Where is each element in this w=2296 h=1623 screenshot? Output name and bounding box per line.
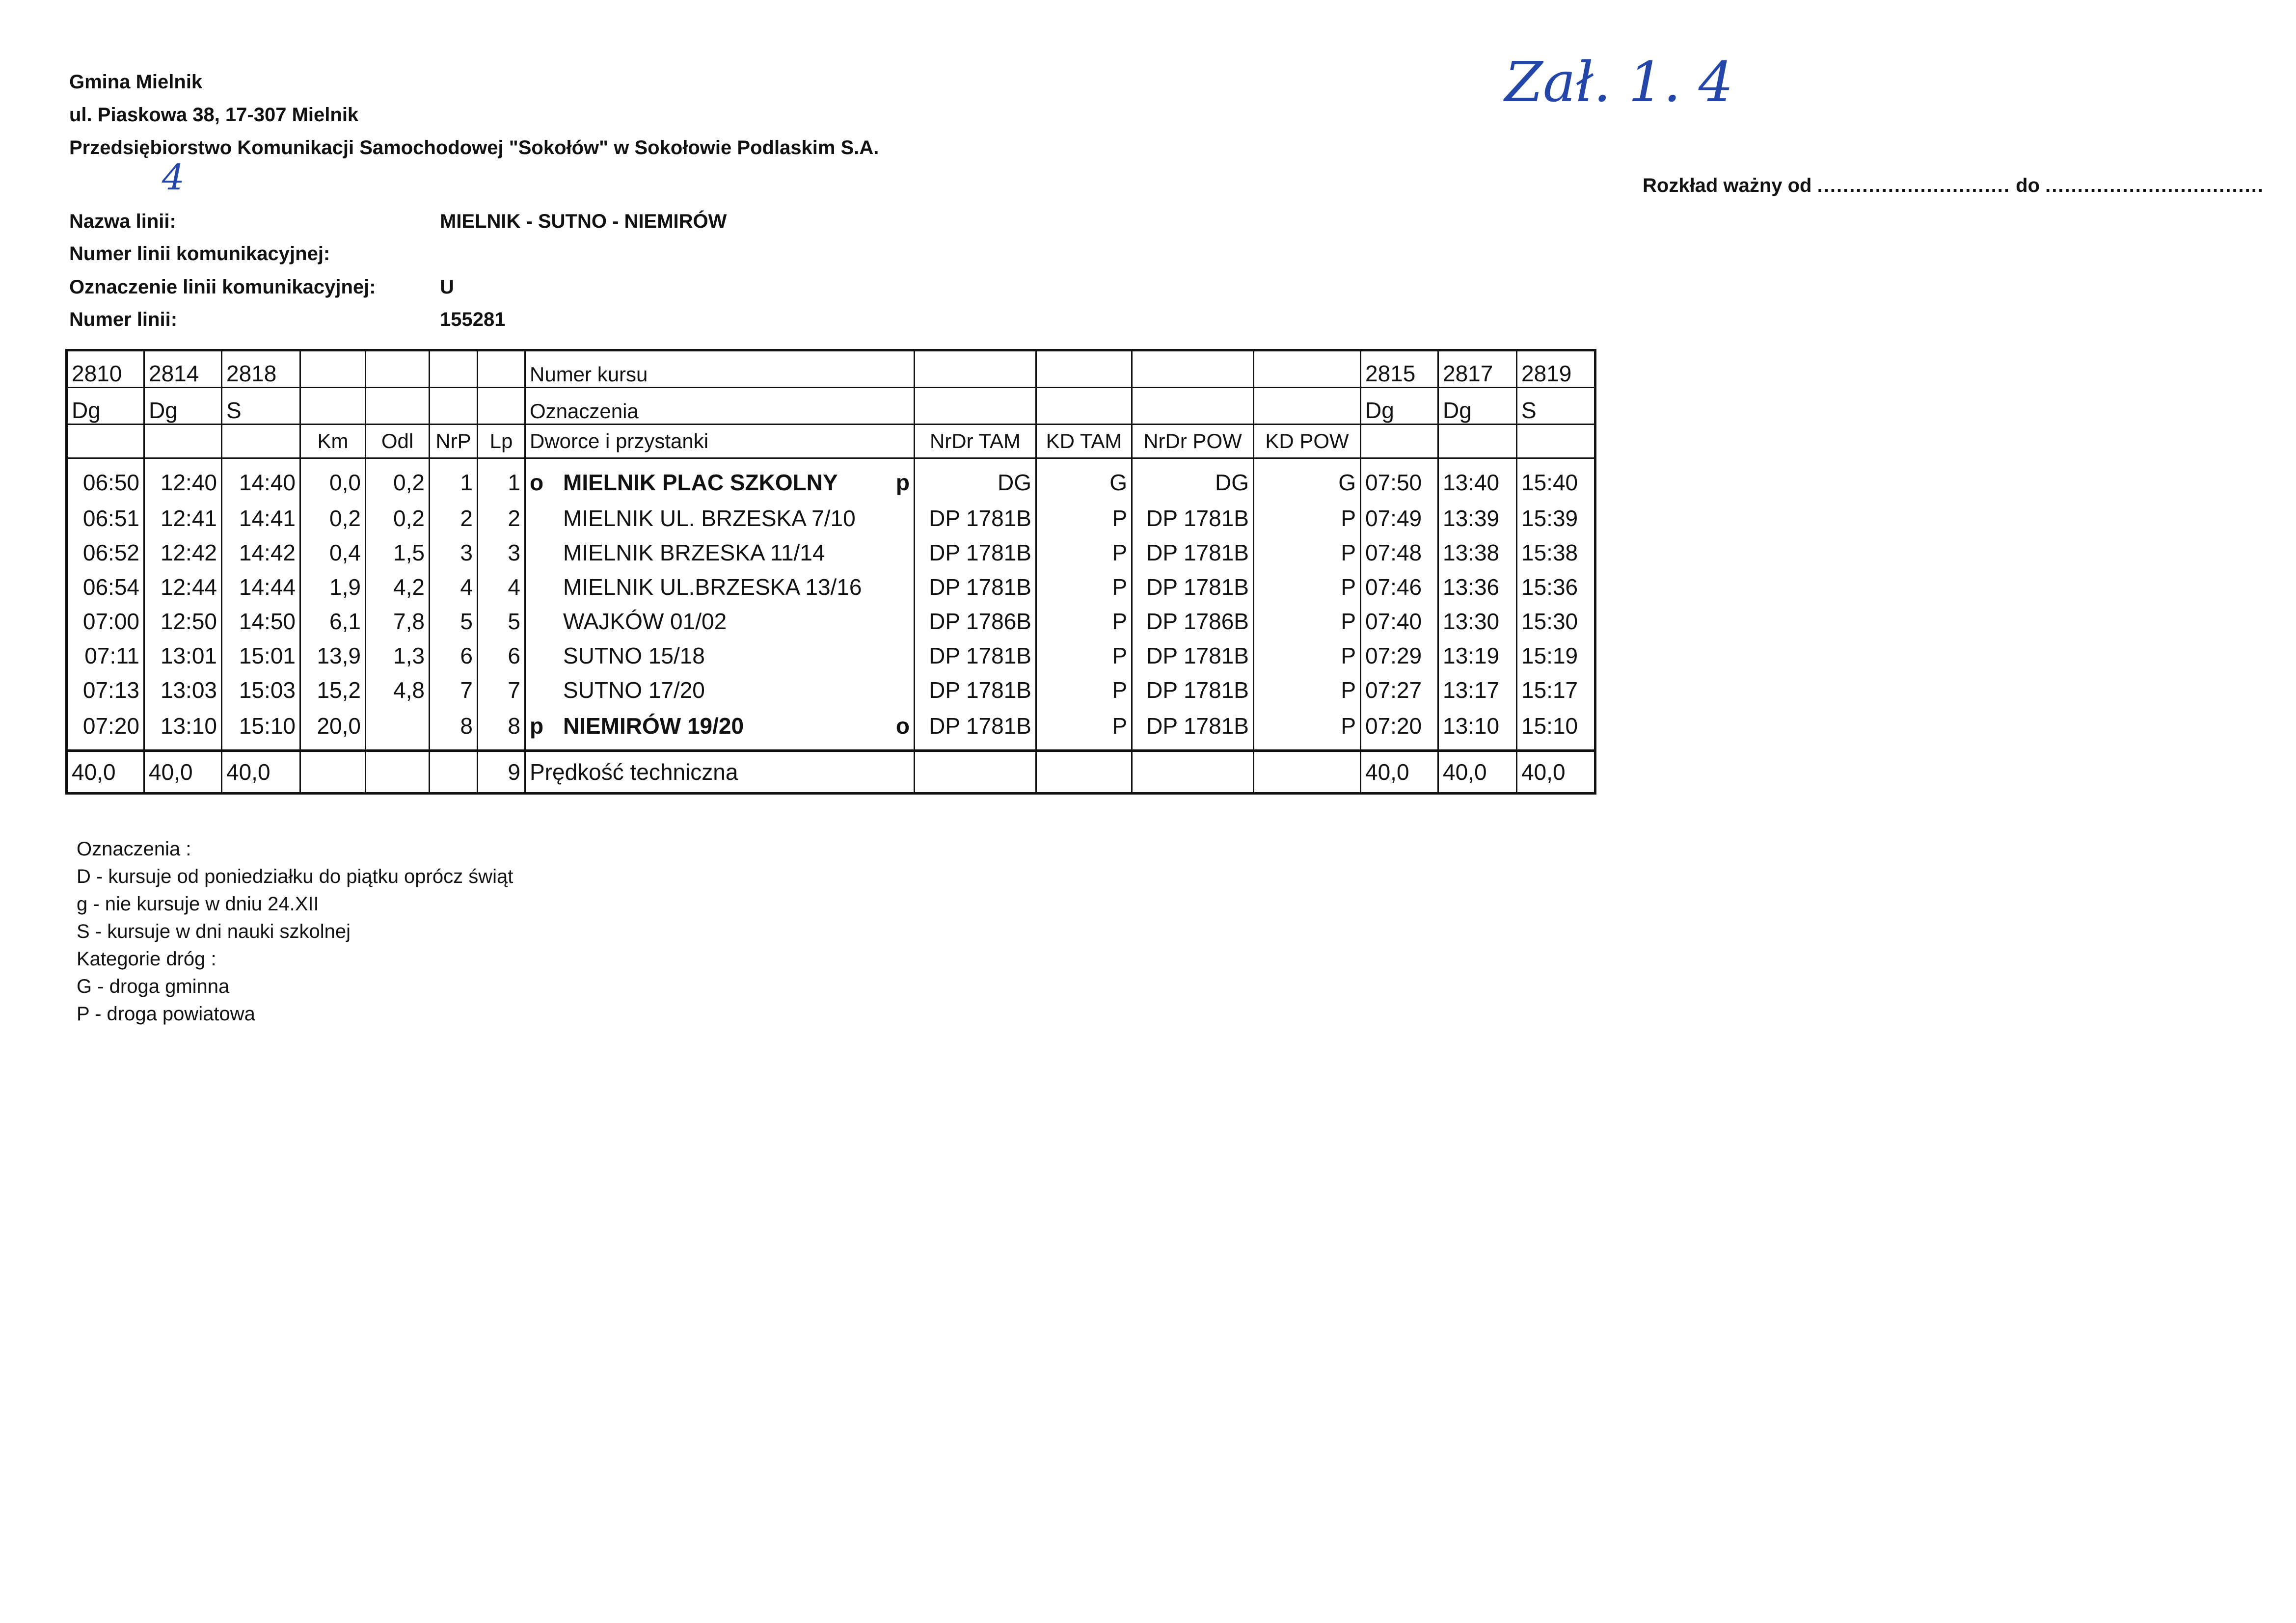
timetable-row: [67, 458, 1595, 502]
right-course-number: 2817: [1438, 350, 1517, 388]
odl-value: 0,2: [366, 501, 430, 535]
nrdr-tam-value: DP 1781B: [915, 707, 1036, 751]
kd-pow-value: P: [1254, 673, 1361, 707]
left-speed: 40,0: [67, 751, 144, 794]
left-course-number: 2818: [222, 350, 300, 388]
odl-value: [366, 707, 430, 751]
km-header: Km: [300, 425, 366, 458]
odl-header: Odl: [366, 425, 430, 458]
lp-value: 1: [478, 458, 525, 502]
lp-value: 2: [478, 501, 525, 535]
legend-d: D - kursuje od poniedziałku do piątku oprócz świąt: [77, 866, 513, 887]
nrp-header: NrP: [430, 425, 478, 458]
dep-time-back: 15:39: [1517, 501, 1595, 535]
left-course-mark: Dg: [67, 388, 144, 425]
dep-time-back: 13:38: [1438, 535, 1517, 570]
timetable-row: [67, 570, 1595, 604]
right-course-mark: Dg: [1361, 388, 1438, 425]
legend-s: S - kursuje w dni nauki szkolnej: [77, 921, 351, 942]
nrp-value: 1: [430, 458, 478, 502]
dep-time-out: 13:03: [144, 673, 222, 707]
stop-cell: [525, 535, 915, 570]
stop-name: NIEMIRÓW 19/20: [563, 713, 744, 739]
municipality-name: Gmina Mielnik: [69, 71, 203, 93]
stop-name: MIELNIK PLAC SZKOLNY: [563, 470, 838, 495]
speed-lp: 9: [478, 751, 525, 794]
timetable-row: [67, 604, 1595, 639]
dep-time-out: 07:20: [67, 707, 144, 751]
dep-time-back: 13:19: [1438, 639, 1517, 673]
comm-line-number-label: Numer linii komunikacyjnej:: [69, 243, 330, 265]
dep-time-out: 07:13: [67, 673, 144, 707]
legend-road-p: P - droga powiatowa: [77, 1003, 255, 1025]
nrp-value: 7: [430, 673, 478, 707]
dep-time-back: 15:10: [1517, 707, 1595, 751]
dep-time-out: 14:50: [222, 604, 300, 639]
stop-cell: [525, 673, 915, 707]
dep-time-back: 15:40: [1517, 458, 1595, 502]
dep-time-out: 06:52: [67, 535, 144, 570]
kd-pow-value: P: [1254, 639, 1361, 673]
dep-time-out: 12:44: [144, 570, 222, 604]
lp-value: 6: [478, 639, 525, 673]
dep-time-out: 14:44: [222, 570, 300, 604]
kd-tam-value: P: [1036, 604, 1132, 639]
stop-start-mark: p: [530, 713, 544, 739]
nrp-value: 5: [430, 604, 478, 639]
kd-pow-value: P: [1254, 535, 1361, 570]
km-value: 0,0: [300, 458, 366, 502]
stop-name: MIELNIK UL.BRZESKA 13/16: [563, 574, 862, 600]
lp-header: Lp: [478, 425, 525, 458]
dep-time-out: 07:11: [67, 639, 144, 673]
nrdr-pow-value: DP 1781B: [1132, 639, 1254, 673]
stop-name: MIELNIK UL. BRZESKA 7/10: [563, 506, 856, 531]
line-number-label: Numer linii:: [69, 309, 178, 330]
dep-time-out: 14:41: [222, 501, 300, 535]
nrdr-tam-value: DP 1781B: [915, 673, 1036, 707]
dep-time-back: 07:49: [1361, 501, 1438, 535]
odl-value: 1,3: [366, 639, 430, 673]
operator-name: Przedsiębiorstwo Komunikacji Samochodowej "Sokołów" w Sokołowie Podlaskim S.A.: [69, 137, 879, 159]
kd-pow-value: P: [1254, 570, 1361, 604]
course-number-row: [67, 350, 1595, 388]
left-course-mark: S: [222, 388, 300, 425]
handwritten-attachment-number: Zał. 1. 4: [1505, 51, 1733, 114]
stop-cell: [525, 604, 915, 639]
km-value: 15,2: [300, 673, 366, 707]
km-value: 0,2: [300, 501, 366, 535]
kd-tam-value: P: [1036, 570, 1132, 604]
dep-time-back: 13:17: [1438, 673, 1517, 707]
nrp-value: 3: [430, 535, 478, 570]
nrdr-pow-value: DP 1781B: [1132, 535, 1254, 570]
dep-time-back: 13:30: [1438, 604, 1517, 639]
dep-time-back: 13:40: [1438, 458, 1517, 502]
kd-pow-header: KD POW: [1254, 425, 1361, 458]
dep-time-back: 07:40: [1361, 604, 1438, 639]
dep-time-back: 15:38: [1517, 535, 1595, 570]
kd-tam-value: P: [1036, 707, 1132, 751]
line-name-label: Nazwa linii:: [69, 211, 176, 232]
stop-name: MIELNIK BRZESKA 11/14: [563, 540, 825, 565]
marks-label: Oznaczenia: [525, 388, 915, 425]
nrdr-pow-value: DG: [1132, 458, 1254, 502]
dep-time-out: 15:10: [222, 707, 300, 751]
km-value: 1,9: [300, 570, 366, 604]
dep-time-back: 13:39: [1438, 501, 1517, 535]
right-course-mark: S: [1517, 388, 1595, 425]
legend-g: g - nie kursuje w dniu 24.XII: [77, 893, 319, 915]
dep-time-out: 14:40: [222, 458, 300, 502]
dep-time-back: 13:10: [1438, 707, 1517, 751]
right-speed: 40,0: [1361, 751, 1438, 794]
stop-name: WAJKÓW 01/02: [563, 609, 727, 634]
validity-label: Rozkład ważny od: [1643, 175, 1812, 196]
dep-time-out: 12:50: [144, 604, 222, 639]
timetable: [65, 349, 1596, 795]
km-value: 0,4: [300, 535, 366, 570]
dep-time-back: 15:17: [1517, 673, 1595, 707]
lp-value: 5: [478, 604, 525, 639]
stop-end-mark: o: [895, 713, 910, 739]
nrp-value: 2: [430, 501, 478, 535]
stop-cell: [525, 707, 915, 751]
validity-from-blank: ..............................: [1817, 175, 2011, 196]
left-speed: 40,0: [222, 751, 300, 794]
dep-time-back: 07:50: [1361, 458, 1438, 502]
dep-time-back: 07:20: [1361, 707, 1438, 751]
dep-time-out: 06:54: [67, 570, 144, 604]
nrdr-tam-header: NrDr TAM: [915, 425, 1036, 458]
validity-to-label: do: [2016, 175, 2040, 196]
km-value: 6,1: [300, 604, 366, 639]
dep-time-out: 13:01: [144, 639, 222, 673]
legend-road-g: G - droga gminna: [77, 976, 230, 997]
dep-time-back: 15:30: [1517, 604, 1595, 639]
course-number-label: Numer kursu: [525, 350, 915, 388]
column-header-row: [67, 425, 1595, 458]
dep-time-out: 06:50: [67, 458, 144, 502]
dep-time-back: 07:48: [1361, 535, 1438, 570]
stop-cell: [525, 570, 915, 604]
odl-value: 4,8: [366, 673, 430, 707]
line-name-value: MIELNIK - SUTNO - NIEMIRÓW: [440, 211, 727, 232]
lp-value: 3: [478, 535, 525, 570]
km-value: 20,0: [300, 707, 366, 751]
kd-pow-value: G: [1254, 458, 1361, 502]
stop-start-mark: o: [530, 470, 544, 495]
line-number-value: 155281: [440, 309, 506, 330]
stop-cell: [525, 501, 915, 535]
stops-header: Dworce i przystanki: [525, 425, 915, 458]
validity-field: [1643, 175, 2264, 197]
stop-end-mark: p: [895, 470, 910, 495]
stop-cell: [525, 639, 915, 673]
kd-pow-value: P: [1254, 604, 1361, 639]
nrdr-tam-value: DP 1781B: [915, 501, 1036, 535]
dep-time-out: 13:10: [144, 707, 222, 751]
nrdr-tam-value: DP 1781B: [915, 639, 1036, 673]
kd-tam-value: P: [1036, 501, 1132, 535]
dep-time-out: 12:40: [144, 458, 222, 502]
legend-title: Oznaczenia :: [77, 838, 191, 860]
kd-tam-value: P: [1036, 639, 1132, 673]
nrdr-pow-value: DP 1781B: [1132, 501, 1254, 535]
dep-time-back: 07:29: [1361, 639, 1438, 673]
left-course-number: 2810: [67, 350, 144, 388]
nrp-value: 6: [430, 639, 478, 673]
dep-time-out: 12:42: [144, 535, 222, 570]
timetable-row: [67, 535, 1595, 570]
nrp-value: 8: [430, 707, 478, 751]
dep-time-back: 07:27: [1361, 673, 1438, 707]
nrdr-tam-value: DP 1781B: [915, 570, 1036, 604]
nrdr-pow-value: DP 1786B: [1132, 604, 1254, 639]
right-course-number: 2819: [1517, 350, 1595, 388]
dep-time-out: 06:51: [67, 501, 144, 535]
technical-speed-row: [67, 751, 1595, 794]
stop-cell: [525, 458, 915, 502]
nrp-value: 4: [430, 570, 478, 604]
odl-value: 1,5: [366, 535, 430, 570]
stop-name: SUTNO 17/20: [563, 677, 705, 703]
dep-time-back: 07:46: [1361, 570, 1438, 604]
nrdr-tam-value: DP 1781B: [915, 535, 1036, 570]
dep-time-back: 15:19: [1517, 639, 1595, 673]
nrdr-pow-value: DP 1781B: [1132, 570, 1254, 604]
nrdr-pow-value: DP 1781B: [1132, 673, 1254, 707]
dep-time-back: 13:36: [1438, 570, 1517, 604]
lp-value: 8: [478, 707, 525, 751]
nrdr-tam-value: DP 1786B: [915, 604, 1036, 639]
handwritten-line-number: 4: [162, 157, 185, 198]
kd-tam-value: P: [1036, 673, 1132, 707]
kd-tam-header: KD TAM: [1036, 425, 1132, 458]
dep-time-out: 14:42: [222, 535, 300, 570]
right-course-number: 2815: [1361, 350, 1438, 388]
odl-value: 0,2: [366, 458, 430, 502]
left-course-number: 2814: [144, 350, 222, 388]
speed-label: Prędkość techniczna: [525, 751, 915, 794]
kd-tam-value: G: [1036, 458, 1132, 502]
comm-line-mark-value: U: [440, 276, 454, 298]
dep-time-back: 15:36: [1517, 570, 1595, 604]
validity-to-blank: ..................................: [2045, 175, 2265, 196]
dep-time-out: 07:00: [67, 604, 144, 639]
nrdr-pow-value: DP 1781B: [1132, 707, 1254, 751]
left-course-mark: Dg: [144, 388, 222, 425]
timetable-row: [67, 501, 1595, 535]
course-marks-row: [67, 388, 1595, 425]
km-value: 13,9: [300, 639, 366, 673]
kd-pow-value: P: [1254, 501, 1361, 535]
nrdr-tam-value: DG: [915, 458, 1036, 502]
left-speed: 40,0: [144, 751, 222, 794]
nrdr-pow-header: NrDr POW: [1132, 425, 1254, 458]
legend-road-categories: Kategorie dróg :: [77, 948, 216, 970]
right-speed: 40,0: [1517, 751, 1595, 794]
stop-name: SUTNO 15/18: [563, 643, 705, 668]
municipality-address: ul. Piaskowa 38, 17-307 Mielnik: [69, 104, 359, 126]
right-speed: 40,0: [1438, 751, 1517, 794]
timetable-row: [67, 707, 1595, 751]
lp-value: 4: [478, 570, 525, 604]
odl-value: 7,8: [366, 604, 430, 639]
right-course-mark: Dg: [1438, 388, 1517, 425]
kd-tam-value: P: [1036, 535, 1132, 570]
dep-time-out: 15:03: [222, 673, 300, 707]
timetable-row: [67, 673, 1595, 707]
dep-time-out: 12:41: [144, 501, 222, 535]
comm-line-mark-label: Oznaczenie linii komunikacyjnej:: [69, 276, 376, 298]
timetable-row: [67, 639, 1595, 673]
lp-value: 7: [478, 673, 525, 707]
kd-pow-value: P: [1254, 707, 1361, 751]
odl-value: 4,2: [366, 570, 430, 604]
dep-time-out: 15:01: [222, 639, 300, 673]
